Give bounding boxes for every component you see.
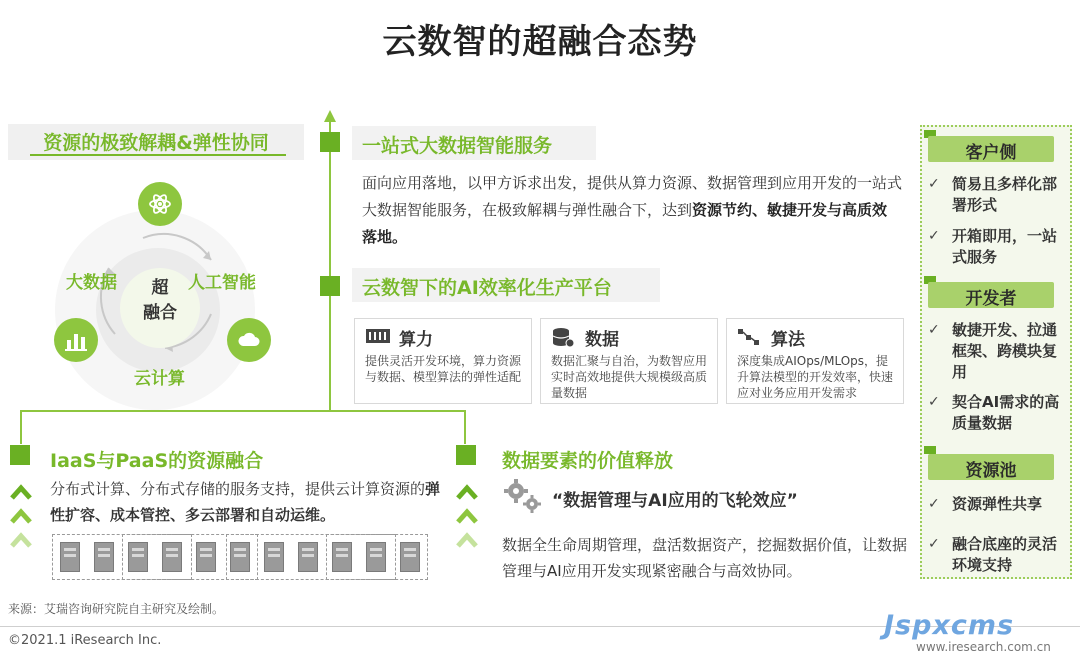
panel-item-text: 敏捷开发、拉通框架、跨模块复用 (952, 321, 1058, 381)
ai-node (138, 182, 182, 226)
panel-item-text: 资源弹性共享 (952, 495, 1043, 513)
vertical-axis (329, 118, 331, 410)
server-icon (196, 542, 216, 572)
database-icon (551, 327, 575, 349)
one-stop-description (362, 170, 902, 251)
resource-decoupling-heading (8, 124, 304, 160)
chevron-up-icon (456, 530, 478, 550)
panel-item-text: 开箱即用，一站式服务 (952, 227, 1058, 266)
bar-chart-icon (64, 328, 88, 352)
card-data-title: 数据 (585, 330, 619, 350)
chevron-up-icon (10, 506, 32, 526)
algorithm-graph-icon (737, 327, 761, 347)
section-marker (10, 445, 30, 465)
section-marker (320, 132, 340, 152)
node-label-bigdata: 大数据 (66, 273, 117, 293)
card-algorithm-title: 算法 (771, 330, 805, 350)
card-compute-desc: 提供灵活开发环境，算力资源与数据、模型算法的弹性适配 (365, 354, 522, 384)
server-icon (94, 542, 114, 572)
chevron-up-icon (10, 482, 32, 502)
chevron-up-icon (456, 506, 478, 526)
one-stop-heading-text: 一站式大数据智能服务 (362, 135, 553, 157)
server-icon (400, 542, 420, 572)
check-icon: ✓ (928, 394, 940, 410)
ai-platform-heading-text: 云数智下的AI效率化生产平台 (362, 277, 612, 299)
check-icon: ✓ (928, 176, 940, 192)
server-icon (264, 542, 284, 572)
atom-icon (148, 192, 172, 216)
section-marker (456, 445, 476, 465)
tag-customer-text: 客户侧 (965, 143, 1017, 163)
server-icon (162, 542, 182, 572)
card-compute (354, 318, 532, 404)
check-icon: ✓ (928, 536, 940, 552)
one-stop-heading (352, 126, 596, 160)
panel-item-text: 契合AI需求的高质量数据 (952, 393, 1060, 432)
data-value-heading: 数据要素的价值释放 (502, 450, 674, 472)
card-algorithm-desc: 深度集成AIOps/MLOps，提升算法模型的开发效率，快速应对业务应用开发需求 (737, 354, 894, 400)
source-note: 来源：艾瑞咨询研究院自主研究及绘制。 (8, 602, 225, 616)
tag-customer (928, 136, 1054, 162)
section-marker (320, 276, 340, 296)
heading-underline (30, 154, 286, 156)
card-algorithm (726, 318, 904, 404)
data-value-description: 数据全生命周期管理，盘活数据资产，挖掘数据价值，让数据管理与AI应用开发实现紧密融合与高效协同。 (502, 536, 908, 580)
panel-item-text: 融合底座的灵活环境支持 (952, 535, 1058, 574)
watermark-url: www.iresearch.com.cn (916, 640, 1051, 654)
fusion-center-line-1: 超 (151, 278, 169, 298)
server-icon (298, 542, 318, 572)
check-icon: ✓ (928, 322, 940, 338)
iaas-paas-text-plain: 分布式计算、分布式存储的服务支持，提供云计算资源的 (50, 480, 426, 498)
left-connector (20, 410, 22, 444)
server-icon (332, 542, 352, 572)
chevron-up-icon (456, 482, 478, 502)
server-icon (60, 542, 80, 572)
chevron-up-icon (10, 530, 32, 550)
tag-developer-text: 开发者 (965, 289, 1017, 309)
tag-developer (928, 282, 1054, 308)
server-icon (128, 542, 148, 572)
bigdata-node (54, 318, 98, 362)
page-title: 云数智的超融合态势 (382, 22, 698, 62)
iaas-paas-description (50, 476, 442, 528)
ai-platform-heading (352, 268, 660, 302)
copyright: ©2021.1 iResearch Inc. (8, 633, 162, 648)
gears-icon (504, 478, 544, 514)
cloud-node (227, 318, 271, 362)
cloud-icon (237, 328, 261, 352)
tag-resource-pool-text: 资源池 (965, 461, 1017, 481)
card-compute-title: 算力 (399, 330, 433, 350)
fusion-center-line-2: 融合 (143, 303, 177, 323)
iaas-paas-heading: IaaS与PaaS的资源融合 (50, 450, 264, 472)
card-data-desc: 数据汇聚与自治，为数智应用实时高效地提供大规模级高质量数据 (551, 354, 708, 400)
one-stop-text-bold: 资源节约、敏捷开发与高质效落地。 (362, 201, 888, 246)
horizontal-axis (20, 410, 466, 412)
right-connector (464, 410, 466, 444)
flywheel-quote: “数据管理与AI应用的飞轮效应” (552, 491, 798, 511)
resource-decoupling-heading-text: 资源的极致解耦&弹性协同 (43, 132, 269, 154)
iaas-paas-text-bold: 弹性扩容、成本管控、多云部署和自动运维。 (50, 480, 441, 524)
panel-item-text: 简易且多样化部署形式 (952, 175, 1058, 214)
check-icon: ✓ (928, 228, 940, 244)
one-stop-text-plain: 面向应用落地，以甲方诉求出发，提供从算力资源、数据管理到应用开发的一站式大数据智能服务，在极致解耦与弹性融合下，达到 (362, 174, 903, 219)
tag-resource-pool (928, 454, 1054, 480)
node-label-cloud: 云计算 (134, 369, 185, 389)
tag-marker (924, 446, 936, 454)
server-rack-icon (365, 327, 391, 345)
node-label-ai: 人工智能 (188, 273, 256, 293)
card-data (540, 318, 718, 404)
server-icon (366, 542, 386, 572)
check-icon: ✓ (928, 496, 940, 512)
server-icon (230, 542, 250, 572)
watermark-logo: Jspxcms (884, 610, 1015, 641)
